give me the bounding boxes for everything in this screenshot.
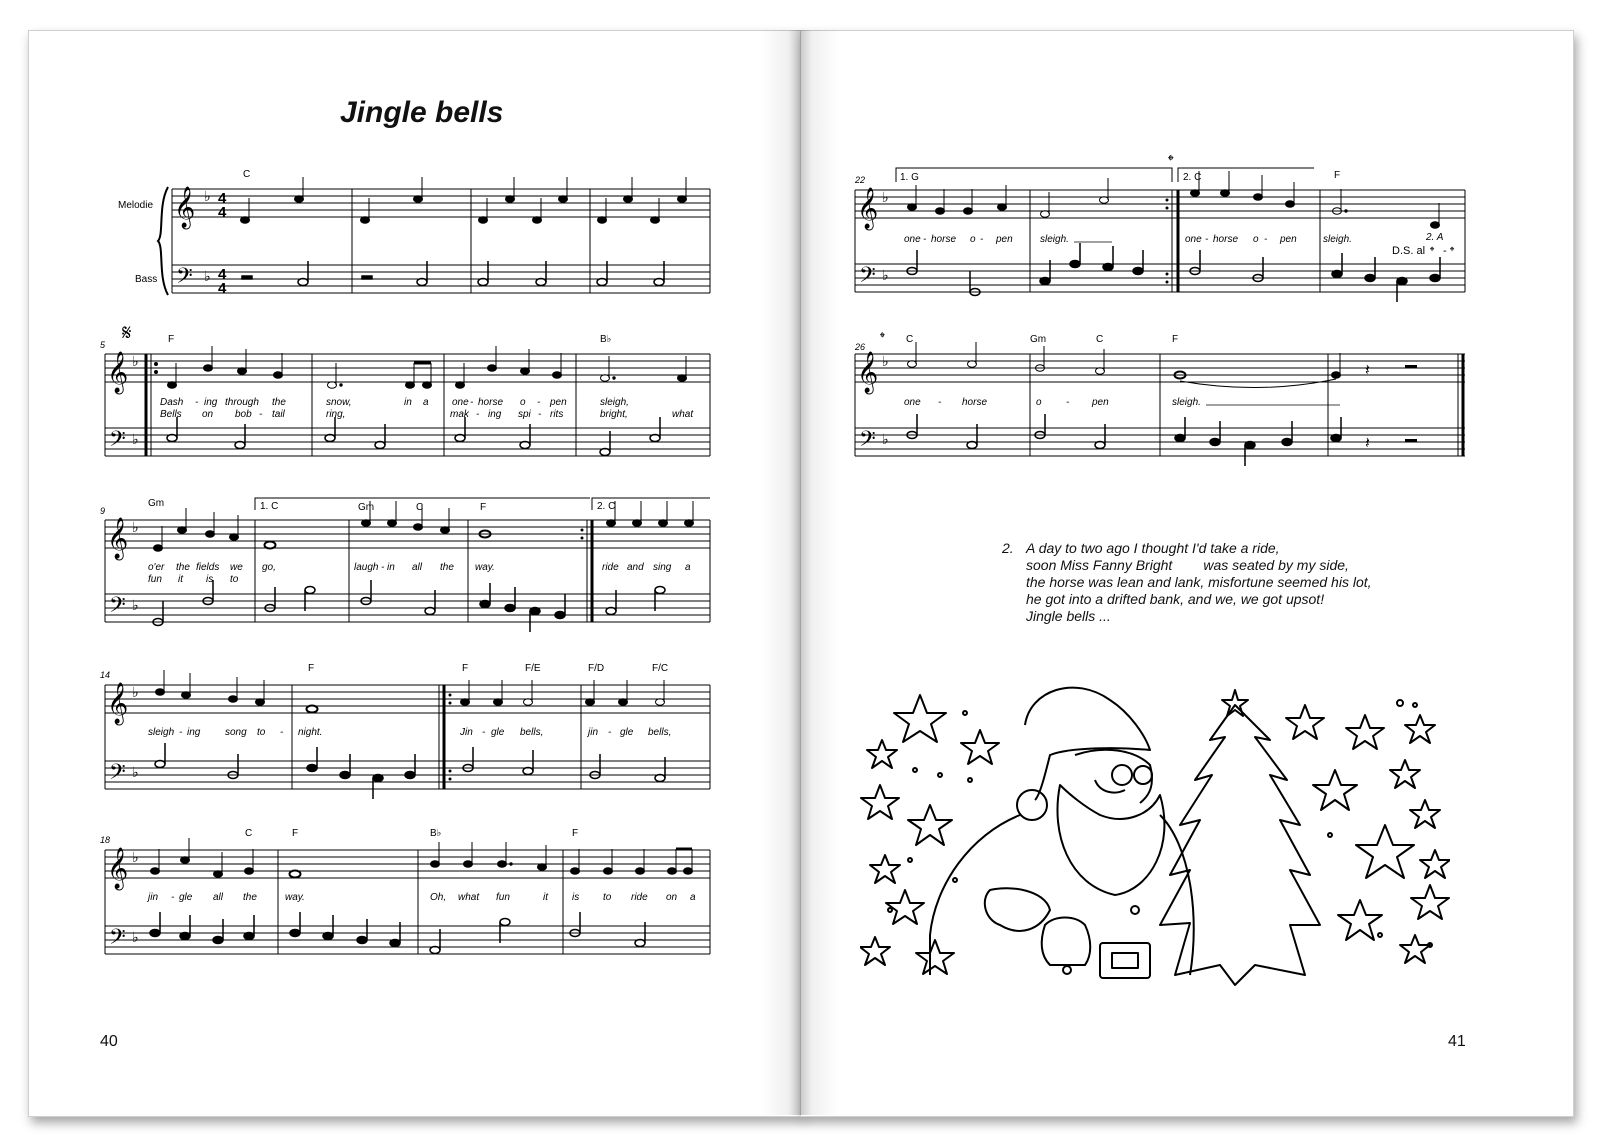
star-icon bbox=[870, 855, 900, 883]
hat-pompom bbox=[1017, 790, 1047, 820]
flat-sign: ♭ bbox=[882, 431, 889, 447]
measure-number: 26 bbox=[855, 342, 866, 352]
treble-staff bbox=[172, 189, 710, 217]
ds-separator: - bbox=[1443, 245, 1447, 257]
lyric: one bbox=[1185, 234, 1202, 245]
chord-symbol: B♭ bbox=[600, 334, 612, 345]
lyric: laugh bbox=[354, 562, 379, 573]
star-icon bbox=[1286, 705, 1324, 739]
chord-symbol: Gm bbox=[148, 498, 165, 509]
star-icon bbox=[1356, 825, 1414, 878]
chord-symbol: F bbox=[308, 663, 315, 674]
barlines bbox=[105, 850, 710, 954]
chord-symbol: F bbox=[462, 663, 469, 674]
treble-clef: 𝄞 bbox=[857, 351, 879, 392]
volta-label: 1. G bbox=[900, 172, 919, 183]
verse-line: Jingle bells ... bbox=[1026, 608, 1111, 624]
star-icon bbox=[961, 730, 999, 764]
lyric: - bbox=[482, 727, 486, 738]
lyric: - bbox=[923, 234, 927, 245]
chord-symbol: F bbox=[480, 502, 487, 513]
lyric: horse bbox=[478, 397, 504, 408]
lyric: on bbox=[202, 409, 214, 420]
star-icon bbox=[867, 740, 897, 768]
chord-symbol: F bbox=[292, 828, 299, 839]
star-icon bbox=[861, 785, 899, 819]
chord-symbol: C bbox=[245, 828, 253, 839]
bass-clef: 𝄢 bbox=[109, 592, 126, 622]
score-system-3 bbox=[100, 490, 715, 635]
flat-sign: ♭ bbox=[132, 849, 139, 865]
bass-notes bbox=[153, 580, 665, 632]
measure-number: 14 bbox=[100, 670, 111, 680]
chord-symbol: C bbox=[1096, 334, 1104, 345]
lyric: - bbox=[1264, 234, 1268, 245]
lyric: it bbox=[543, 892, 548, 903]
flat-sign: ♭ bbox=[132, 597, 139, 613]
volta-brackets bbox=[896, 168, 1314, 182]
score-system-1 bbox=[100, 165, 715, 300]
flat-sign: ♭ bbox=[132, 431, 139, 447]
lyric: fields bbox=[196, 562, 220, 573]
lyric: gle bbox=[491, 727, 505, 738]
treble-clef: 𝄞 bbox=[174, 186, 196, 227]
chord-symbol: F bbox=[168, 334, 175, 345]
coda-sign: 𝄌 bbox=[1430, 244, 1435, 258]
lyric: way. bbox=[475, 562, 495, 573]
ds-al-coda-label: D.S. al bbox=[1392, 245, 1426, 257]
lyric: fun bbox=[496, 892, 510, 903]
lyric: sleigh bbox=[148, 727, 175, 738]
flat-sign: ♭ bbox=[204, 268, 211, 284]
star-icon bbox=[1313, 770, 1357, 810]
lyric: - bbox=[470, 397, 474, 408]
lyric: - bbox=[537, 397, 541, 408]
lyric: one bbox=[904, 234, 921, 245]
score-system-5 bbox=[100, 825, 715, 970]
lyric: - bbox=[179, 727, 183, 738]
lyric: gle bbox=[620, 727, 634, 738]
coda-sign: 𝄌 bbox=[880, 329, 885, 345]
lyric: in bbox=[404, 397, 412, 408]
lyric: ring, bbox=[326, 409, 346, 420]
lyric: through bbox=[225, 397, 259, 408]
verse-line: A day to two ago I thought I'd take a ride, bbox=[1026, 540, 1280, 556]
lyric: gle bbox=[179, 892, 193, 903]
volta-label: 2. C bbox=[597, 501, 616, 512]
star-icon bbox=[1346, 715, 1384, 749]
star-icon bbox=[860, 937, 890, 965]
lyric: bells, bbox=[520, 727, 544, 738]
treble-clef: 𝄞 bbox=[107, 517, 129, 558]
star-icon bbox=[894, 695, 946, 742]
verse-line: the horse was lean and lank, misfortune seemed his lot, bbox=[1026, 574, 1372, 590]
lyrics-verse-1 bbox=[904, 234, 1352, 245]
chord-symbol: F bbox=[1172, 334, 1179, 345]
chord-symbol: F bbox=[1334, 170, 1341, 181]
star-icon bbox=[1338, 900, 1382, 940]
lyric: go, bbox=[262, 562, 276, 573]
star-icon bbox=[1400, 935, 1430, 963]
bass-notes bbox=[907, 243, 1440, 302]
verse-2 bbox=[1002, 540, 1372, 625]
lyric: a bbox=[423, 397, 429, 408]
lyric: spi bbox=[518, 409, 531, 420]
lyric: to bbox=[230, 574, 239, 585]
measure-number: 22 bbox=[855, 175, 866, 185]
lyric: we bbox=[230, 562, 243, 573]
lyric: the bbox=[440, 562, 454, 573]
lyric: - bbox=[938, 397, 942, 408]
bass-staff bbox=[105, 926, 710, 954]
time-signature: 4 bbox=[218, 204, 227, 221]
verse-line: soon Miss Fanny Bright was seated by my side, bbox=[1026, 557, 1349, 573]
lyric: o bbox=[1253, 234, 1259, 245]
lyric: is bbox=[206, 574, 214, 585]
flat-sign: ♭ bbox=[132, 519, 139, 535]
treble-staff bbox=[105, 520, 710, 548]
flat-sign: ♭ bbox=[132, 929, 139, 945]
star-icon bbox=[1420, 850, 1450, 878]
lyric: a bbox=[690, 892, 696, 903]
bass-clef: 𝄢 bbox=[109, 759, 126, 789]
measure-number: 5 bbox=[100, 340, 106, 350]
lyrics-verse-2 bbox=[148, 574, 239, 585]
lyric: Bells bbox=[160, 409, 182, 420]
melody-label: Melodie bbox=[118, 200, 154, 211]
lyric: horse bbox=[931, 234, 957, 245]
lyric: bells, bbox=[648, 727, 672, 738]
lyric: what bbox=[672, 409, 694, 420]
lyric: the bbox=[272, 397, 286, 408]
lyric: way. bbox=[285, 892, 305, 903]
lyric: the bbox=[243, 892, 257, 903]
bass-clef: 𝄢 bbox=[109, 426, 126, 456]
chord-symbol: F/E bbox=[525, 663, 541, 674]
lyric: rits bbox=[550, 409, 564, 420]
star-icon bbox=[908, 805, 952, 845]
bass-clef: 𝄢 bbox=[859, 426, 876, 456]
lyric: all bbox=[213, 892, 224, 903]
score-system-6 bbox=[850, 150, 1475, 300]
song-title: Jingle bells bbox=[340, 96, 504, 129]
lyric: o bbox=[520, 397, 526, 408]
christmas-tree bbox=[1160, 705, 1320, 985]
lyric: fun bbox=[148, 574, 162, 585]
star-icon bbox=[1410, 800, 1440, 828]
chord-symbol: C bbox=[906, 334, 914, 345]
lyric: one bbox=[904, 397, 921, 408]
lyric: jin bbox=[588, 727, 599, 738]
santa-illustration bbox=[860, 675, 1450, 1005]
lyrics-verse-1 bbox=[148, 562, 691, 573]
lyric: o'er bbox=[148, 562, 165, 573]
measure-number: 9 bbox=[100, 506, 106, 516]
chord-symbol: F/D bbox=[588, 663, 605, 674]
segno-sign: 𝄋 bbox=[122, 320, 132, 345]
treble-staff bbox=[855, 190, 1465, 218]
lyric: ing bbox=[187, 727, 201, 738]
santa-face bbox=[1075, 750, 1152, 803]
verse-number: 2. bbox=[1002, 540, 1014, 556]
treble-clef: 𝄞 bbox=[857, 187, 879, 228]
measure-number: 18 bbox=[100, 835, 111, 845]
bass-label: Bass bbox=[135, 274, 158, 285]
treble-staff bbox=[105, 354, 710, 382]
star-icon bbox=[1411, 885, 1449, 919]
lyric: snow, bbox=[326, 397, 352, 408]
flat-sign: ♭ bbox=[882, 353, 889, 369]
lyric: sleigh. bbox=[1040, 234, 1069, 245]
bass-clef: 𝄢 bbox=[859, 262, 876, 292]
melody-notes bbox=[908, 171, 1440, 228]
time-signature: 4 bbox=[218, 190, 227, 207]
chord-symbol: Gm bbox=[1030, 334, 1047, 345]
lyric: ing bbox=[204, 397, 218, 408]
treble-staff bbox=[105, 685, 710, 713]
lyric: pen bbox=[550, 397, 567, 408]
lyric: and bbox=[627, 562, 644, 573]
lyric: Dash bbox=[160, 397, 184, 408]
bass-clef: 𝄢 bbox=[176, 263, 193, 293]
lyric: - bbox=[280, 727, 284, 738]
lyric: sleigh. bbox=[1323, 234, 1352, 245]
barlines bbox=[855, 354, 1463, 456]
score-system-7 bbox=[850, 320, 1475, 470]
svg-text:𝄽: 𝄽 bbox=[1365, 435, 1370, 452]
coda-sign: 𝄌 bbox=[1168, 153, 1174, 170]
chord-symbol: F bbox=[572, 828, 579, 839]
lyric: - bbox=[1205, 234, 1209, 245]
lyric: it bbox=[178, 574, 183, 585]
lyric: ing bbox=[488, 409, 502, 420]
lyric: ride bbox=[602, 562, 619, 573]
volta-label: 1. C bbox=[260, 501, 279, 512]
lyric: o bbox=[1036, 397, 1042, 408]
lyric: mak bbox=[450, 409, 469, 420]
bass-staff bbox=[105, 594, 710, 622]
chord-symbol: C bbox=[243, 169, 251, 180]
lyric: song bbox=[225, 727, 247, 738]
chord-symbol: Gm bbox=[358, 502, 375, 513]
lyric: is bbox=[572, 892, 580, 903]
lyric: one bbox=[452, 397, 469, 408]
lyric: tail bbox=[272, 409, 285, 420]
melody-notes bbox=[151, 838, 693, 878]
lyric: sing bbox=[653, 562, 672, 573]
belt-buckle bbox=[1100, 943, 1150, 978]
lyric: - bbox=[171, 892, 175, 903]
treble-clef: 𝄞 bbox=[107, 847, 129, 888]
bass-notes bbox=[907, 414, 1341, 466]
bass-staff bbox=[105, 428, 710, 456]
lyrics-verse-1 bbox=[146, 892, 696, 903]
santa-beard bbox=[1057, 785, 1164, 895]
star-icon bbox=[916, 940, 954, 974]
score-system-2 bbox=[100, 320, 715, 465]
lyric: o bbox=[970, 234, 976, 245]
lyric: - bbox=[1066, 397, 1070, 408]
bell-icon bbox=[1042, 918, 1091, 966]
melody-notes bbox=[241, 177, 687, 223]
melody-notes bbox=[908, 342, 1341, 379]
brace bbox=[158, 187, 168, 295]
flat-sign: ♭ bbox=[204, 188, 211, 204]
coda-sign: 𝄌 bbox=[1450, 244, 1455, 258]
lyric: a bbox=[685, 562, 691, 573]
lyric: - bbox=[195, 397, 199, 408]
page-number-right: 41 bbox=[1448, 1033, 1466, 1050]
flat-sign: ♭ bbox=[132, 764, 139, 780]
bass-notes bbox=[167, 417, 660, 456]
lyric: bob bbox=[235, 409, 252, 420]
lyric: to bbox=[257, 727, 266, 738]
lyric: jin bbox=[148, 892, 159, 903]
bass-clef: 𝄢 bbox=[109, 924, 126, 954]
star-icon bbox=[1405, 715, 1435, 743]
ending-label: 2. A bbox=[1426, 232, 1444, 243]
lyric: sleigh, bbox=[600, 397, 629, 408]
star-icon bbox=[886, 890, 924, 924]
lyric: pen bbox=[996, 234, 1013, 245]
lyric: pen bbox=[1092, 397, 1109, 408]
verse-line: he got into a drifted bank, and we, we got upsot! bbox=[1026, 591, 1325, 607]
lyric: pen bbox=[1280, 234, 1297, 245]
lyric: - bbox=[608, 727, 612, 738]
lyric: horse bbox=[1213, 234, 1239, 245]
lyric: horse bbox=[962, 397, 988, 408]
lyrics-verse-1 bbox=[160, 397, 629, 408]
flat-sign: ♭ bbox=[132, 684, 139, 700]
chord-symbol: C bbox=[416, 502, 424, 513]
treble-staff bbox=[105, 850, 710, 878]
score-system-4 bbox=[100, 660, 715, 805]
lyrics-verse-1 bbox=[904, 397, 1340, 408]
lyric: - bbox=[259, 409, 263, 420]
lyric: night. bbox=[298, 727, 323, 738]
time-signature: 4 bbox=[218, 266, 227, 283]
lyric: all bbox=[412, 562, 423, 573]
lyric: bright, bbox=[600, 409, 628, 420]
star-icon bbox=[1390, 760, 1420, 788]
volta-label: 2. C bbox=[1183, 172, 1202, 183]
lyric: - bbox=[538, 409, 542, 420]
flat-sign: ♭ bbox=[132, 353, 139, 369]
chord-symbol: B♭ bbox=[430, 828, 442, 839]
time-signature: 4 bbox=[218, 280, 227, 297]
treble-clef: 𝄞 bbox=[107, 351, 129, 392]
lyrics-verse-1 bbox=[148, 727, 671, 738]
lyric: the bbox=[176, 562, 190, 573]
lyric: to bbox=[603, 892, 612, 903]
flat-sign: ♭ bbox=[882, 267, 889, 283]
rests bbox=[1365, 362, 1417, 379]
lyric: - bbox=[476, 409, 480, 420]
lyrics-verse-2 bbox=[160, 409, 694, 420]
repeat-dots bbox=[449, 694, 452, 781]
svg-text:𝄽: 𝄽 bbox=[1365, 362, 1370, 379]
lyric: in bbox=[387, 562, 395, 573]
flat-sign: ♭ bbox=[882, 189, 889, 205]
lyric: Jin bbox=[460, 727, 473, 738]
lyric: - bbox=[381, 562, 385, 573]
lyric: - bbox=[980, 234, 984, 245]
lyric: on bbox=[666, 892, 678, 903]
lyric: Oh, bbox=[430, 892, 447, 903]
lyric: sleigh. bbox=[1172, 397, 1201, 408]
chord-symbol: F/C bbox=[652, 663, 669, 674]
treble-clef: 𝄞 bbox=[107, 682, 129, 723]
santa-hat bbox=[1025, 688, 1150, 800]
page-number-left: 40 bbox=[100, 1033, 118, 1050]
lyric: what bbox=[458, 892, 480, 903]
lyric: ride bbox=[631, 892, 648, 903]
tie bbox=[1180, 379, 1336, 388]
bass-notes bbox=[155, 743, 665, 799]
